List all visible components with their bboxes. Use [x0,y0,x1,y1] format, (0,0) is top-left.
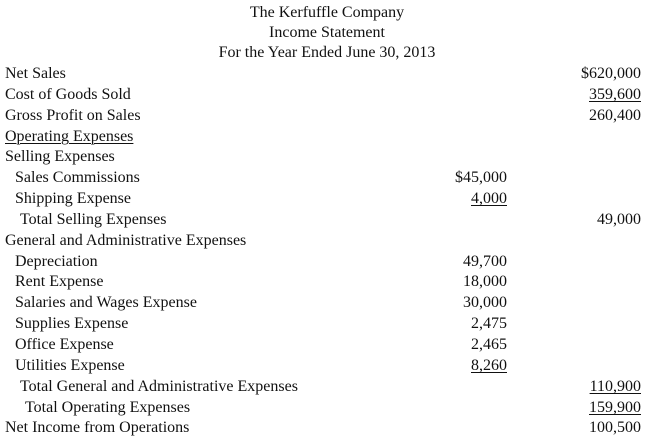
rent-expense-row [0,271,654,292]
total-gen-admin-row [0,376,654,397]
gross-profit-row [0,105,654,126]
sales-commissions-label: Sales Commissions [15,169,140,186]
cogs-amount: 359,600 [589,86,641,103]
gross-profit-label: Gross Profit on Sales [5,107,141,124]
office-expense-amount: 2,465 [471,336,507,353]
net-sales-amount: $620,000 [581,65,641,82]
company-name: The Kerfuffle Company [249,4,405,21]
office-expense-row [0,334,654,355]
shipping-expense-amount: 4,000 [471,190,507,207]
total-gen-admin-amount: 110,900 [589,378,641,395]
depreciation-label: Depreciation [15,253,98,270]
gen-admin-heading: General and Administrative Expenses [5,232,247,249]
total-operating-label: Total Operating Expenses [25,399,191,416]
total-gen-admin-label: Total General and Administrative Expenses [20,378,298,395]
statement-period: For the Year Ended June 30, 2013 [218,44,436,61]
salaries-expense-amount: 30,000 [463,294,507,311]
total-selling-label: Total Selling Expenses [20,211,167,228]
total-selling-amount: 49,000 [597,211,641,228]
shipping-expense-row [0,188,654,209]
cogs-row [0,84,654,105]
cogs-label: Cost of Goods Sold [5,86,131,103]
supplies-expense-label: Supplies Expense [15,315,129,332]
supplies-expense-amount: 2,475 [471,315,507,332]
office-expense-label: Office Expense [15,336,114,353]
depreciation-amount: 49,700 [463,253,507,270]
utilities-expense-amount: 8,260 [471,357,507,374]
utilities-expense-label: Utilities Expense [15,357,125,374]
operating-expenses-heading-row [0,126,654,147]
total-operating-amount: 159,900 [589,399,641,416]
rent-expense-label: Rent Expense [15,273,104,290]
total-selling-row [0,209,654,230]
statement-title: Income Statement [269,24,385,41]
salaries-expense-label: Salaries and Wages Expense [15,294,197,311]
net-income-label: Net Income from Operations [5,419,190,436]
operating-expenses-heading: Operating Expenses [5,128,134,145]
selling-expenses-heading-row [0,146,654,167]
net-sales-label: Net Sales [5,65,66,82]
total-operating-row [0,397,654,418]
supplies-expense-row [0,313,654,334]
net-sales-row [0,63,654,84]
sales-commissions-amount: $45,000 [455,169,507,186]
gross-profit-amount: 260,400 [589,107,641,124]
salaries-expense-row [0,292,654,313]
gen-admin-heading-row [0,230,654,251]
depreciation-row [0,251,654,272]
utilities-expense-row [0,355,654,376]
rent-expense-amount: 18,000 [463,273,507,290]
net-income-row [0,417,654,438]
net-income-amount: 100,500 [589,419,641,436]
selling-expenses-heading: Selling Expenses [5,148,115,165]
sales-commissions-row [0,167,654,188]
shipping-expense-label: Shipping Expense [15,190,131,207]
